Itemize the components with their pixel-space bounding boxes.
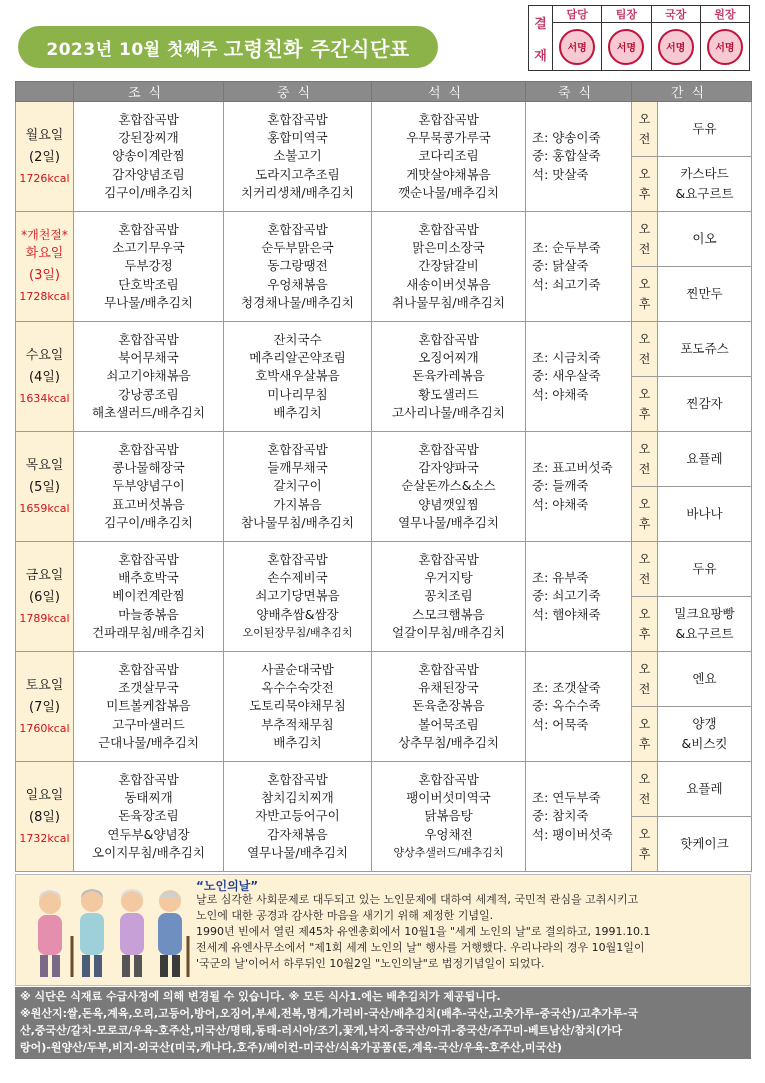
info-body — [196, 892, 748, 972]
dish-item: 순살돈까스&소스 — [401, 478, 496, 494]
date-label: (4일) — [29, 369, 60, 385]
dish-item: 오이된장무침/배추김치 — [242, 625, 353, 639]
dish-item: 돈육춘장볶음 — [412, 698, 485, 714]
dish-item: 혼합잡곡밥 — [118, 661, 179, 677]
weekday-label: 수요일 — [25, 347, 64, 363]
dish-item: 감자양파국 — [418, 460, 479, 476]
dish-item: 김구이/배추김치 — [104, 184, 193, 200]
porridge-item: 조: 순두부죽 — [532, 240, 601, 256]
porridge-item: 석: 맛살죽 — [532, 166, 589, 182]
dish-item: 혼합잡곡밥 — [118, 771, 179, 787]
dish-item: 돈육장조림 — [118, 808, 179, 824]
porridge-item: 중: 들깨죽 — [532, 478, 589, 494]
porridge-item: 조: 연두부죽 — [532, 790, 601, 806]
am-snack: 이오 — [658, 212, 752, 267]
porridge-cell — [526, 762, 632, 872]
header-lunch: 중식 — [224, 82, 372, 102]
dish-item: 콩나물해장국 — [112, 460, 185, 476]
dish-item: 깻순나물/배추김치 — [398, 184, 499, 200]
pm-snack — [658, 817, 752, 872]
pm-snack-line: 바나나 — [686, 506, 723, 521]
dish-item: 황도샐러드 — [418, 386, 479, 402]
dish-item: 혼합잡곡밥 — [267, 221, 328, 237]
dish-item: 상추무침/배추김치 — [398, 734, 499, 750]
dish-item: 코다리조림 — [418, 148, 479, 164]
dish-item: 단호박조림 — [118, 276, 179, 292]
pm-snack — [658, 267, 752, 322]
approval-role: 팀장 — [602, 6, 650, 23]
dish-item: 배추김치 — [273, 404, 322, 420]
table-row — [16, 322, 752, 377]
title-banner — [18, 26, 438, 68]
info-line: 노인에 대한 공경과 감사한 마음을 새기기 위해 제정한 기념일. — [196, 909, 494, 922]
dish-item: 간장닭갈비 — [418, 258, 479, 274]
day-cell — [16, 212, 74, 322]
pm-snack-line: 핫케이크 — [680, 836, 729, 851]
porridge-item: 중: 참치죽 — [532, 808, 589, 824]
pm-snack-line: &요구르트 — [675, 186, 734, 201]
notes-box — [15, 987, 751, 1059]
info-line: 전세계 유엔사무소에서 "제1회 세계 노인의 날" 행사를 거행했다. 우리나라의 경우 10월1일이 — [196, 941, 645, 954]
dish-item: 북어무채국 — [118, 350, 179, 366]
lunch-cell — [224, 212, 372, 322]
header-blank — [16, 82, 74, 102]
dish-item: 배추김치 — [273, 734, 322, 750]
porridge-item: 중: 새우살죽 — [532, 368, 601, 384]
lunch-cell — [224, 322, 372, 432]
dish-item: 우엉채볶음 — [267, 276, 328, 292]
approval-col — [701, 6, 749, 70]
dish-item: 유채된장국 — [418, 680, 479, 696]
table-row — [16, 432, 752, 487]
breakfast-cell — [74, 542, 224, 652]
dish-item: 감자채볶음 — [267, 826, 328, 842]
dish-item: 사골순대국밥 — [261, 661, 334, 677]
dish-item: 잔치국수 — [273, 331, 322, 347]
am-snack: 엔요 — [658, 652, 752, 707]
dish-item: 감자양념조림 — [112, 166, 185, 182]
dish-item: 게맛살야채볶음 — [406, 166, 491, 182]
kcal-label: 1728kcal — [19, 290, 70, 303]
dish-item: 혼합잡곡밥 — [118, 551, 179, 567]
table-row — [16, 542, 752, 597]
info-line: '국군의 날'이어서 하루뒤인 10월2일 "노인의날"로 법정기념일이 되었다. — [196, 957, 545, 970]
approval-box — [528, 5, 750, 71]
breakfast-cell — [74, 102, 224, 212]
dish-item: 호박새우살볶음 — [255, 368, 340, 384]
date-label: (5일) — [29, 479, 60, 495]
porridge-item: 조: 유부죽 — [532, 570, 589, 586]
dish-item: 연두부&양념장 — [107, 826, 190, 842]
approval-role: 원장 — [701, 6, 749, 23]
pm-snack — [658, 487, 752, 542]
title-prefix: 2023년 10월 첫째주 — [46, 39, 218, 60]
kcal-label: 1760kcal — [19, 721, 70, 735]
dish-item: 열무나물/배추김치 — [247, 844, 348, 860]
porridge-item: 석: 햄야채죽 — [532, 606, 601, 622]
porridge-item: 중: 옥수수죽 — [532, 698, 601, 714]
approval-label-bottom: 재 — [534, 48, 547, 64]
breakfast-cell — [74, 432, 224, 542]
dish-item: 두부강정 — [124, 258, 173, 274]
breakfast-cell — [74, 652, 224, 762]
info-line: 날로 심각한 사회문제로 대두되고 있는 노인문제에 대하여 세계적, 국민적 관심을 고취시키고 — [196, 893, 639, 906]
lunch-cell — [224, 542, 372, 652]
dish-item: 혼합잡곡밥 — [418, 551, 479, 567]
kcal-label: 1634kcal — [19, 391, 70, 405]
approval-col — [553, 6, 602, 70]
dish-item: 손수제비국 — [267, 570, 328, 586]
am-label: 오 전 — [632, 652, 658, 707]
pm-snack-line: 카스타드 — [680, 166, 729, 181]
approval-role: 국장 — [652, 6, 700, 23]
porridge-item: 조: 조갯살죽 — [532, 680, 601, 696]
dish-item: 해초샐러드/배추김치 — [92, 404, 205, 420]
dish-item: 혼합잡곡밥 — [267, 771, 328, 787]
date-label: (3일) — [29, 268, 60, 283]
date-label: (2일) — [29, 149, 60, 165]
dish-item: 우엉채전 — [424, 826, 473, 842]
date-label: (7일) — [29, 699, 60, 715]
dish-item: 동태찌개 — [124, 790, 173, 806]
dish-item: 참나물무침/배추김치 — [241, 514, 354, 530]
breakfast-cell — [74, 212, 224, 322]
porridge-cell — [526, 542, 632, 652]
dish-item: 양념깻잎찜 — [418, 496, 479, 512]
am-label: 오 전 — [632, 322, 658, 377]
dish-item: 혼합잡곡밥 — [418, 331, 479, 347]
note-line: 랑어)-원양산/두부,비지-외국산(미국,캐나다,호주)/베이컨-미국산/식육가공품(돈,계육-국산/우육-호주산,미국산) — [20, 1041, 562, 1054]
porridge-item: 중: 홍합살죽 — [532, 148, 601, 164]
dish-item: 양배추쌈&쌈장 — [256, 606, 339, 622]
porridge-item: 석: 쇠고기죽 — [532, 276, 601, 292]
pm-label: 오 후 — [632, 267, 658, 322]
dish-item: 혼합잡곡밥 — [118, 441, 179, 457]
porridge-item: 석: 야채죽 — [532, 496, 589, 512]
dish-item: 미트볼케찹볶음 — [106, 698, 191, 714]
lunch-cell — [224, 762, 372, 872]
dish-item: 혼합잡곡밥 — [267, 441, 328, 457]
lunch-cell — [224, 432, 372, 542]
dish-item: 혼합잡곡밥 — [267, 551, 328, 567]
note-line: ※ 식단은 식재료 수급사정에 의해 변경될 수 있습니다. ※ 모든 식사1.에는 배추김치가 제공됩니다. — [20, 990, 501, 1003]
dish-item: 돈육카레볶음 — [412, 368, 485, 384]
dish-item: 메추리알곤약조림 — [249, 350, 346, 366]
seal-stamp: 서명 — [559, 29, 595, 65]
date-label: (6일) — [29, 589, 60, 605]
approval-label — [529, 6, 553, 70]
am-label: 오 전 — [632, 762, 658, 817]
pm-snack-line: 찐만두 — [686, 286, 723, 301]
dish-item: 닭볶음탕 — [424, 808, 473, 824]
dish-item: 건파래무침/배추김치 — [92, 624, 205, 640]
table-row — [16, 652, 752, 707]
porridge-item: 석: 팽이버섯죽 — [532, 826, 613, 842]
pm-label: 오 후 — [632, 817, 658, 872]
pm-snack — [658, 707, 752, 762]
dish-item: 동그랑땡전 — [267, 258, 328, 274]
dish-item: 무나물/배추김치 — [104, 294, 193, 310]
approval-label-top: 결 — [534, 16, 547, 32]
header-porridge: 죽식 — [526, 82, 632, 102]
dish-item: 혼합잡곡밥 — [267, 111, 328, 127]
dish-item: 우무묵콩가루국 — [406, 130, 491, 146]
dish-item: 두부양념구이 — [112, 478, 185, 494]
date-label: (8일) — [29, 809, 60, 825]
am-snack: 두유 — [658, 542, 752, 597]
dish-item: 혼합잡곡밥 — [118, 111, 179, 127]
porridge-cell — [526, 652, 632, 762]
porridge-item: 중: 닭살죽 — [532, 258, 589, 274]
weekday-label: 일요일 — [25, 787, 64, 803]
porridge-cell — [526, 212, 632, 322]
breakfast-cell — [74, 322, 224, 432]
dish-item: 강된장찌개 — [118, 130, 179, 146]
dish-item: 쇠고기야채볶음 — [106, 368, 191, 384]
pm-label: 오 후 — [632, 597, 658, 652]
dish-item: 새송이버섯볶음 — [406, 276, 491, 292]
am-snack: 요플레 — [658, 762, 752, 817]
pm-snack-line: &요구르트 — [675, 626, 734, 641]
porridge-item: 조: 시금치죽 — [532, 350, 601, 366]
pm-snack — [658, 377, 752, 432]
porridge-cell — [526, 322, 632, 432]
header-breakfast: 조식 — [74, 82, 224, 102]
note-line: 산,중국산/갈치-모로코/우육-호주산,미국산/명태,동태-러시아/조기,꽃게,낙지-중국산/아귀-중국산/주꾸미-베트남산/참치(가다 — [20, 1024, 623, 1037]
porridge-cell — [526, 432, 632, 542]
seal-stamp: 서명 — [658, 29, 694, 65]
table-row — [16, 212, 752, 267]
dish-item: 베이컨계란찜 — [112, 588, 185, 604]
dish-item: 갈치구이 — [273, 478, 322, 494]
approval-col — [652, 6, 701, 70]
dish-item: 혼합잡곡밥 — [418, 441, 479, 457]
pm-snack-line: &비스킷 — [681, 736, 728, 751]
approval-col — [602, 6, 651, 70]
dish-item: 소불고기 — [273, 148, 322, 164]
info-title: “노인의날” — [196, 879, 259, 893]
dish-item: 혼합잡곡밥 — [118, 221, 179, 237]
lunch-cell — [224, 102, 372, 212]
dish-item: 혼합잡곡밥 — [418, 111, 479, 127]
approval-role: 담당 — [553, 6, 601, 23]
dish-item: 소고기무우국 — [112, 240, 185, 256]
dish-item: 꽁치조림 — [424, 588, 473, 604]
pm-snack-line: 밀크요팡빵 — [674, 606, 735, 621]
dish-item: 가지볶음 — [273, 496, 322, 512]
header-dinner: 석식 — [372, 82, 526, 102]
dish-item: 열무나물/배추김치 — [398, 514, 499, 530]
pm-label: 오 후 — [632, 377, 658, 432]
kcal-label: 1726kcal — [19, 171, 70, 185]
dish-item: 고사리나물/배추김치 — [392, 404, 505, 420]
dish-item: 우거지탕 — [424, 570, 473, 586]
porridge-item: 석: 야채죽 — [532, 386, 589, 402]
table-row — [16, 102, 752, 157]
dish-item: 얼갈이무침/배추김치 — [392, 624, 505, 640]
pm-label: 오 후 — [632, 707, 658, 762]
seal-stamp: 서명 — [707, 29, 743, 65]
dish-item: 강낭콩조림 — [118, 386, 179, 402]
porridge-item: 석: 어묵죽 — [532, 716, 589, 732]
weekday-label: 목요일 — [25, 457, 64, 473]
title-main: 고령친화 주간식단표 — [223, 36, 410, 61]
porridge-cell — [526, 102, 632, 212]
am-snack: 두유 — [658, 102, 752, 157]
porridge-item: 조: 양송이죽 — [532, 130, 601, 146]
pm-snack — [658, 597, 752, 652]
dish-item: 고구마샐러드 — [112, 716, 185, 732]
dish-item: 오이지무침/배추김치 — [92, 844, 205, 860]
dish-item: 팽이버섯미역국 — [406, 790, 491, 806]
weekly-menu-table — [15, 81, 752, 872]
am-label: 오 전 — [632, 212, 658, 267]
dish-item: 취나물무침/배추김치 — [392, 294, 505, 310]
elderly-people-illustration — [20, 881, 194, 981]
dish-item: 순두부맑은국 — [261, 240, 334, 256]
am-snack: 포도쥬스 — [658, 322, 752, 377]
dish-item: 쇠고기당면볶음 — [255, 588, 340, 604]
holiday-label: *개천절* — [21, 228, 68, 242]
dish-item: 오징어찌개 — [418, 350, 479, 366]
day-cell — [16, 652, 74, 762]
dish-item: 양송이계란찜 — [112, 148, 185, 164]
dish-item: 혼합잡곡밥 — [418, 771, 479, 787]
dish-item: 옥수수숙갓전 — [261, 680, 334, 696]
info-line: 1990년 빈에서 열린 제45차 유엔총회에서 10월1을 "세계 노인의 날"로 결의하고, 1991.10.1 — [196, 925, 651, 938]
kcal-label: 1732kcal — [19, 831, 70, 845]
day-cell — [16, 322, 74, 432]
porridge-item: 중: 쇠고기죽 — [532, 588, 601, 604]
kcal-label: 1789kcal — [19, 611, 70, 625]
elderly-day-info — [15, 874, 751, 986]
weekday-label: 금요일 — [25, 567, 64, 583]
dish-item: 혼합잡곡밥 — [418, 221, 479, 237]
dish-item: 도라지고추조림 — [255, 166, 340, 182]
kcal-label: 1659kcal — [19, 501, 70, 515]
am-snack: 요플레 — [658, 432, 752, 487]
table-row — [16, 762, 752, 817]
pm-label: 오 후 — [632, 157, 658, 212]
dish-item: 치커리생채/배추김치 — [241, 184, 354, 200]
pm-snack-line: 찐감자 — [686, 396, 723, 411]
weekday-label: 화요일 — [25, 246, 64, 261]
dinner-cell — [372, 322, 526, 432]
am-label: 오 전 — [632, 542, 658, 597]
dish-item: 혼합잡곡밥 — [118, 331, 179, 347]
dish-item: 부추적채무침 — [261, 716, 334, 732]
dinner-cell — [372, 212, 526, 322]
dish-item: 마늘종볶음 — [118, 606, 179, 622]
dish-item: 조갯살무국 — [118, 680, 179, 696]
dish-item: 스모크햄볶음 — [412, 606, 485, 622]
dish-item: 배추호박국 — [118, 570, 179, 586]
dish-item: 자반고등어구이 — [255, 808, 340, 824]
day-cell — [16, 432, 74, 542]
dinner-cell — [372, 652, 526, 762]
seal-stamp: 서명 — [608, 29, 644, 65]
breakfast-cell — [74, 762, 224, 872]
weekday-label: 토요일 — [25, 677, 64, 693]
dish-item: 참치김치찌개 — [261, 790, 334, 806]
day-cell — [16, 762, 74, 872]
dish-item: 들깨무채국 — [267, 460, 328, 476]
pm-snack — [658, 157, 752, 212]
dish-item: 미나리무침 — [267, 386, 328, 402]
dish-item: 혼합잡곡밥 — [418, 661, 479, 677]
dish-item: 홍합미역국 — [267, 130, 328, 146]
header-snack: 간식 — [632, 82, 752, 102]
pm-snack-line: 양갱 — [692, 716, 717, 731]
dinner-cell — [372, 542, 526, 652]
dish-item: 맑은미소장국 — [412, 240, 485, 256]
dish-item: 볼어묵조림 — [418, 716, 479, 732]
weekday-label: 월요일 — [25, 127, 64, 143]
note-line: ※원산지:쌀,돈육,계육,오리,고등어,방어,오징어,부세,전복,명게,가리비-국산/배추김치(배추-국산,고춧가루-중국산)/고추가루-국 — [20, 1007, 639, 1020]
dinner-cell — [372, 762, 526, 872]
dish-item: 표고버섯볶음 — [112, 496, 185, 512]
dish-item: 청경채나물/배추김치 — [241, 294, 354, 310]
day-cell — [16, 542, 74, 652]
porridge-item: 조: 표고버섯죽 — [532, 460, 613, 476]
am-label: 오 전 — [632, 432, 658, 487]
am-label: 오 전 — [632, 102, 658, 157]
dinner-cell — [372, 432, 526, 542]
dish-item: 양상추샐러드/배추김치 — [393, 845, 504, 859]
dinner-cell — [372, 102, 526, 212]
table-header-row — [16, 82, 752, 102]
dish-item: 김구이/배추김치 — [104, 514, 193, 530]
dish-item: 도토리묵야채무침 — [249, 698, 346, 714]
day-cell — [16, 102, 74, 212]
dish-item: 근대나물/배추김치 — [98, 734, 199, 750]
pm-label: 오 후 — [632, 487, 658, 542]
lunch-cell — [224, 652, 372, 762]
